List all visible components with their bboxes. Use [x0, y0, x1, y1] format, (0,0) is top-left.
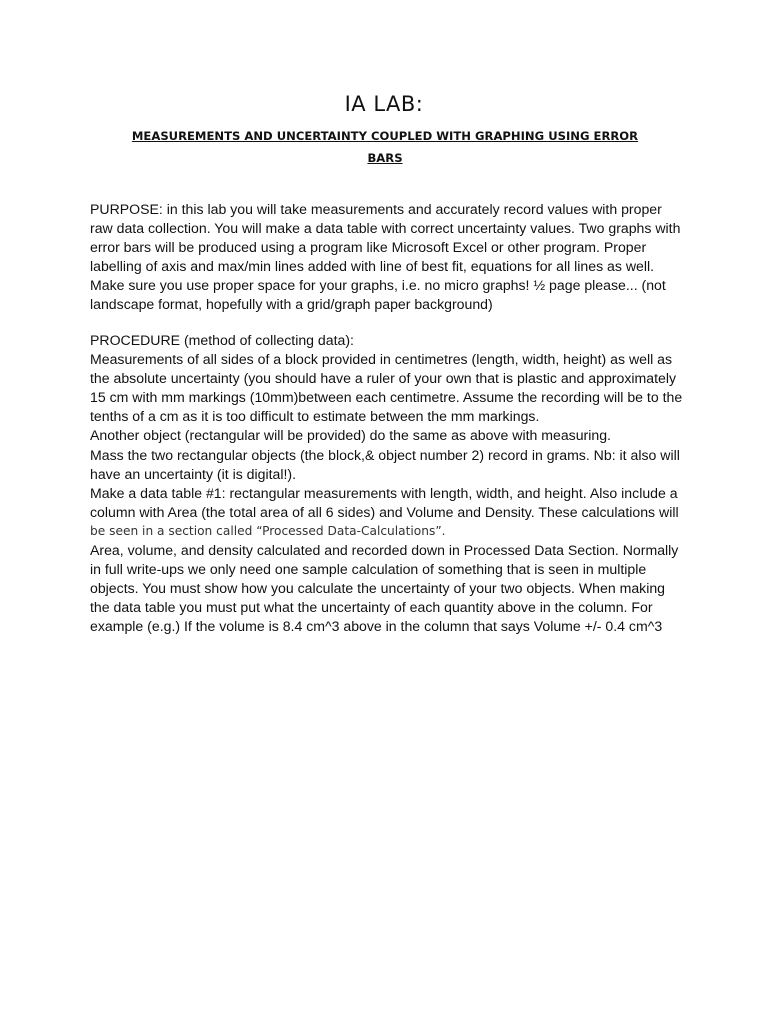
document-subtitle	[90, 125, 680, 169]
procedure-line: Area, volume, and density calculated and recorded down in Processed Data Section. Normally	[90, 542, 679, 559]
purpose-line: PURPOSE: in this lab you will take measurements and accurately record values with proper	[90, 201, 662, 217]
subtitle-line: MEASUREMENTS AND UNCERTAINTY COUPLED WITH GRAPHING USING ERROR	[131, 129, 639, 143]
procedure-line: Another object (rectangular will be provided) do the same as above with measuring.	[90, 427, 611, 444]
purpose-paragraph	[90, 200, 680, 315]
document-title: IA LAB:	[344, 92, 424, 116]
procedure-line: be seen in a section called “Processed Data-Calculations”.	[90, 523, 446, 538]
procedure-line: tenths of a cm as it is too difficult to estimate between the mm markings.	[90, 408, 540, 425]
procedure-line: have an uncertainty (it is digital!).	[90, 465, 297, 482]
procedure-line: the absolute uncertainty (you should have a ruler of your own that is plastic and approximately	[90, 370, 677, 387]
procedure-heading: PROCEDURE (method of collecting data):	[90, 332, 354, 348]
procedure-line: column with Area (the total area of all 6 sides) and Volume and Density. These calculations will	[90, 503, 679, 520]
procedure-section	[90, 331, 683, 637]
purpose-line: raw data collection. You will make a data table with correct uncertainty values. Two graphs with	[90, 220, 681, 237]
purpose-line: error bars will be produced using a program like Microsoft Excel or other program. Proper	[90, 239, 647, 256]
purpose-line: labelling of axis and max/min lines added with line of best fit, equations for all lines as well.	[90, 258, 655, 275]
purpose-line: landscape format, hopefully with a grid/graph paper background)	[90, 296, 493, 313]
procedure-line: Make a data table #1: rectangular measurements with length, width, and height. Also include a	[90, 484, 678, 501]
procedure-line: objects. You must show how you calculate the uncertainty of your two objects. When making	[90, 580, 666, 597]
procedure-line: 15 cm with mm markings (10mm)between each centimetre. Assume the recording will be to the	[90, 389, 683, 406]
procedure-line: the data table you must put what the uncertainty of each quantity above in the column. For	[90, 599, 653, 616]
purpose-line: Make sure you use proper space for your graphs, i.e. no micro graphs! ½ page please... (not	[90, 277, 666, 294]
procedure-line: example (e.g.) If the volume is 8.4 cm^3 above in the column that says Volume +/- 0.4 cm^3	[90, 618, 663, 635]
procedure-line: Measurements of all sides of a block provided in centimetres (length, width, height) as well as	[90, 351, 673, 368]
procedure-line: in full write-ups we only need one sample calculation of something that is seen in multiple	[90, 561, 647, 578]
procedure-line: Mass the two rectangular objects (the block,& object number 2) record in grams. Nb: it also will	[90, 446, 680, 463]
subtitle-line: BARS	[367, 151, 403, 165]
